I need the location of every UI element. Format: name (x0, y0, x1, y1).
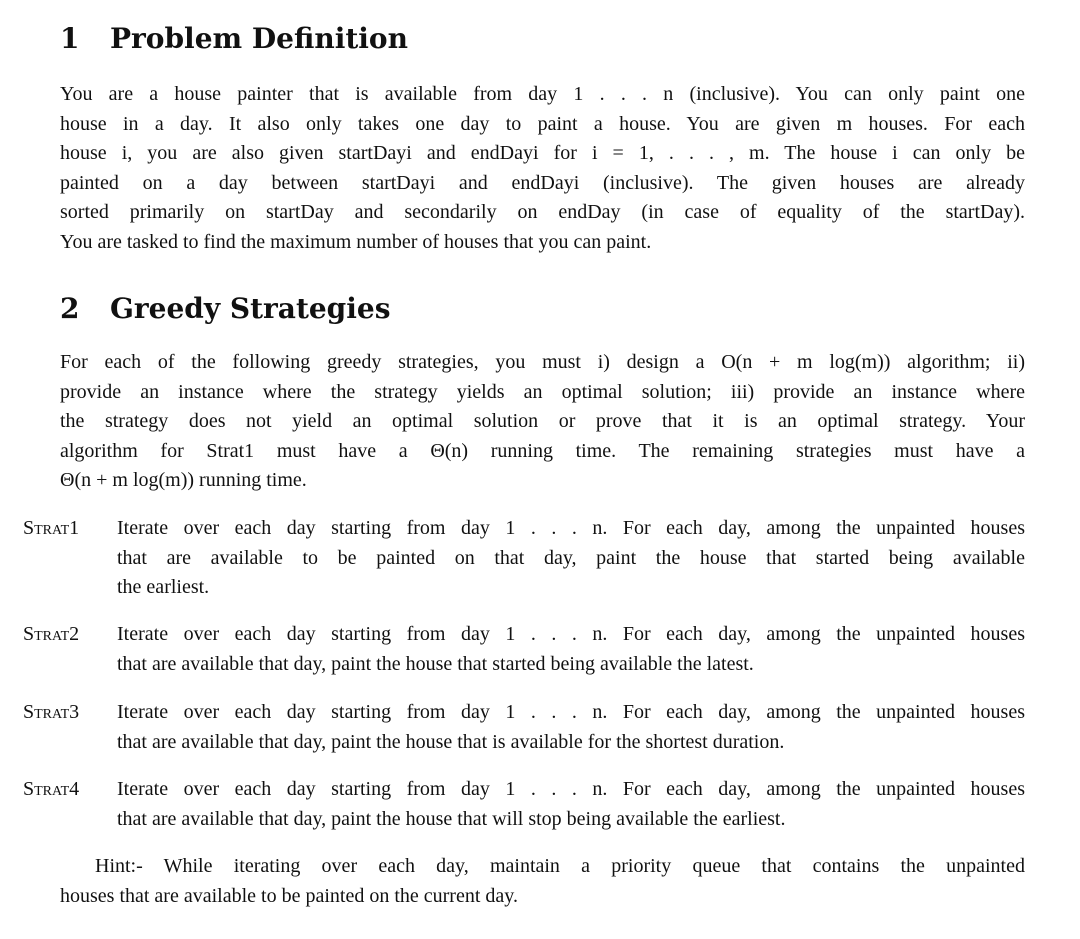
section-1-line: painted on a day between startDayi and endDayi (inclusive). The given houses are already (60, 171, 1025, 194)
section-1-line: house i, you are also given startDayi and endDayi for i = 1, . . . , m. The house i can only be (60, 142, 1025, 164)
hint-line: houses that are available to be painted on the current day. (60, 884, 518, 907)
strategy-line: that are available that day, paint the house that started being available the latest. (117, 652, 754, 675)
section-1-line: You are tasked to find the maximum number of houses that you can paint. (60, 230, 652, 253)
section-2-title: Greedy Strategies (110, 292, 391, 325)
strategy-description (117, 775, 1025, 834)
strategy-description (117, 620, 1025, 679)
hint-line: Hint:- While iterating over each day, maintain a priority queue that contains the unpainted (95, 855, 1025, 877)
section-1-title: Problem Definition (110, 22, 408, 55)
strategy-item (23, 698, 1025, 757)
strategy-line: Iterate over each day starting from day 1 . . . n. For each day, among the unpainted houses (117, 778, 1025, 800)
strategy-line: Iterate over each day starting from day 1 . . . n. For each day, among the unpainted houses (117, 517, 1025, 539)
strategy-item (23, 620, 1025, 679)
section-1-line: You are a house painter that is available from day 1 . . . n (inclusive). You can only paint one (60, 83, 1025, 105)
strategy-line: Iterate over each day starting from day 1 . . . n. For each day, among the unpainted houses (117, 701, 1025, 723)
strategy-description (117, 698, 1025, 757)
strategy-label: Strat4 (23, 778, 80, 800)
strategy-line: the earliest. (117, 576, 210, 598)
strategy-line: that are available that day, paint the house that will stop being available the earliest. (117, 807, 786, 830)
section-2-line: For each of the following greedy strategies, you must i) design a O(n + m log(m)) algorithm; ii) (60, 351, 1025, 373)
strategy-label: Strat1 (23, 517, 80, 539)
strategy-label: Strat2 (23, 623, 80, 645)
section-2-line: the strategy does not yield an optimal solution or prove that it is an optimal strategy. Your (60, 410, 1025, 432)
hint-paragraph (60, 852, 1025, 911)
section-2-heading (60, 292, 390, 326)
section-2-paragraph (60, 348, 1025, 496)
section-2-line: Θ(n + m log(m)) running time. (60, 469, 307, 491)
section-2-number: 2 (60, 292, 80, 325)
strategy-label: Strat3 (23, 701, 80, 723)
section-1-line: house in a day. It also only takes one day to paint a house. You are given m houses. For each (60, 112, 1025, 135)
section-2-line: algorithm for Strat1 must have a Θ(n) running time. The remaining strategies must have a (60, 439, 1025, 462)
strategy-item (23, 514, 1025, 603)
strategy-line: Iterate over each day starting from day 1 . . . n. For each day, among the unpainted houses (117, 623, 1025, 645)
section-1-number: 1 (60, 22, 80, 55)
strategy-description (117, 514, 1025, 603)
strategy-line: that are available to be painted on that day, paint the house that started being available (117, 546, 1025, 569)
strategy-item (23, 775, 1025, 834)
section-1-heading (60, 22, 408, 56)
section-1-line: sorted primarily on startDay and secondarily on endDay (in case of equality of the startDay). (60, 201, 1025, 223)
section-1-paragraph (60, 80, 1025, 257)
strategy-line: that are available that day, paint the house that is available for the shortest duration. (117, 730, 785, 753)
section-2-line: provide an instance where the strategy yields an optimal solution; iii) provide an instance where (60, 380, 1025, 403)
